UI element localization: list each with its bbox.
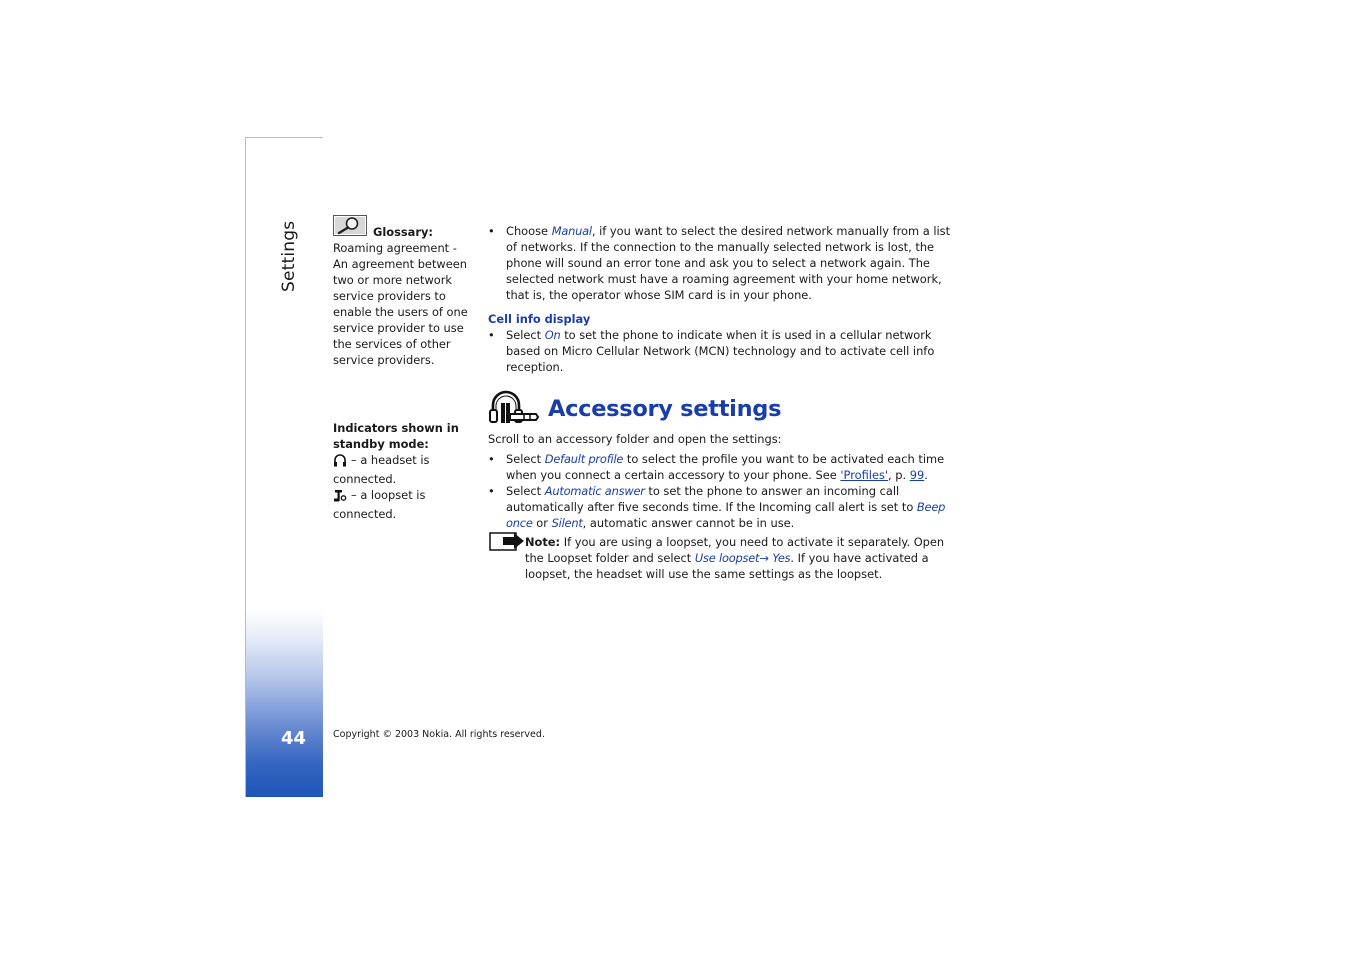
indicators-box (333, 420, 473, 522)
sentence-end: . (924, 468, 928, 482)
page-number: 44 (281, 728, 307, 749)
network-bullet (488, 223, 958, 303)
cell-info-bullet (488, 327, 958, 375)
manual-text: , if you want to select the desired network manually from a list of networks. If the connection to the manually selected network is lost, the phone will sound an error tone and ask you to select a network again. The selected network must have a roaming agreement with your home network, that is, the operator whose SIM card is in your phone. (506, 224, 951, 302)
note-box (488, 534, 958, 582)
select-label: Select (506, 328, 542, 342)
section-title: Settings (279, 220, 299, 292)
indicators-title: Indicators shown in standby mode: (333, 421, 459, 451)
glossary-box (333, 218, 473, 368)
main-content (488, 223, 958, 582)
or-label: or (536, 516, 548, 530)
note-text-1: If you are using a loopset, you need to activate it separately. Open the Loopset folder and select (525, 535, 945, 565)
select-label: Select (506, 484, 542, 498)
option-manual: Manual (551, 224, 592, 238)
option-automatic-answer: Automatic answer (544, 484, 645, 498)
cell-info-text: to set the phone to indicate when it is used in a cellular network based on Micro Cellular Network (MCN) technology and to activate cell info reception. (506, 328, 935, 374)
loopset-icon (333, 489, 347, 506)
select-label: Select (506, 452, 542, 466)
accessory-intro: Scroll to an accessory folder and open the settings: (488, 432, 782, 446)
option-silent: Silent (551, 516, 583, 530)
automatic-answer-end: , automatic answer cannot be in use. (582, 516, 795, 530)
option-beep-once: Beep once (506, 500, 946, 530)
option-on: On (544, 328, 561, 342)
page-99-link[interactable]: 99 (909, 468, 925, 482)
accessory-heading-row (488, 389, 958, 429)
default-profile-text: to select the profile you want to be activated each time when you connect a certain accessory to your phone. See (506, 452, 945, 482)
option-default-profile: Default profile (544, 452, 624, 466)
automatic-answer-bullet (488, 483, 958, 531)
default-profile-bullet (488, 451, 958, 483)
option-yes: Yes (772, 551, 791, 565)
headset-text: – a headset is connected. (333, 453, 430, 486)
automatic-answer-text: to set the phone to answer an incoming call automatically after five seconds time. If the Incoming call alert is set to (506, 484, 914, 514)
choose-label: Choose (506, 224, 549, 238)
magnifier-icon (333, 215, 367, 240)
page-prefix: , p. (888, 468, 907, 482)
glossary-title: Glossary: (373, 225, 433, 239)
profiles-link[interactable]: 'Profiles' (840, 468, 889, 482)
headset-icon (333, 454, 347, 471)
note-label: Note: (525, 535, 561, 549)
option-use-loopset: Use loopset (694, 551, 760, 565)
loopset-text: – a loopset is connected. (333, 488, 426, 521)
arrow-icon: → (759, 551, 769, 565)
accessory-icon (488, 388, 540, 430)
note-arrow-icon (489, 530, 525, 556)
glossary-text: Roaming agreement - An agreement between two or more network service providers to enable the users of one service provider to use the services of other service providers. (333, 241, 468, 367)
cell-info-heading: Cell info display (488, 312, 591, 326)
copyright: Copyright © 2003 Nokia. All rights reserved. (333, 729, 545, 740)
note-text-2: . If you have activated a loopset, the headset will use the same settings as the loopset. (525, 551, 929, 581)
accessory-title: Accessory settings (548, 396, 782, 422)
